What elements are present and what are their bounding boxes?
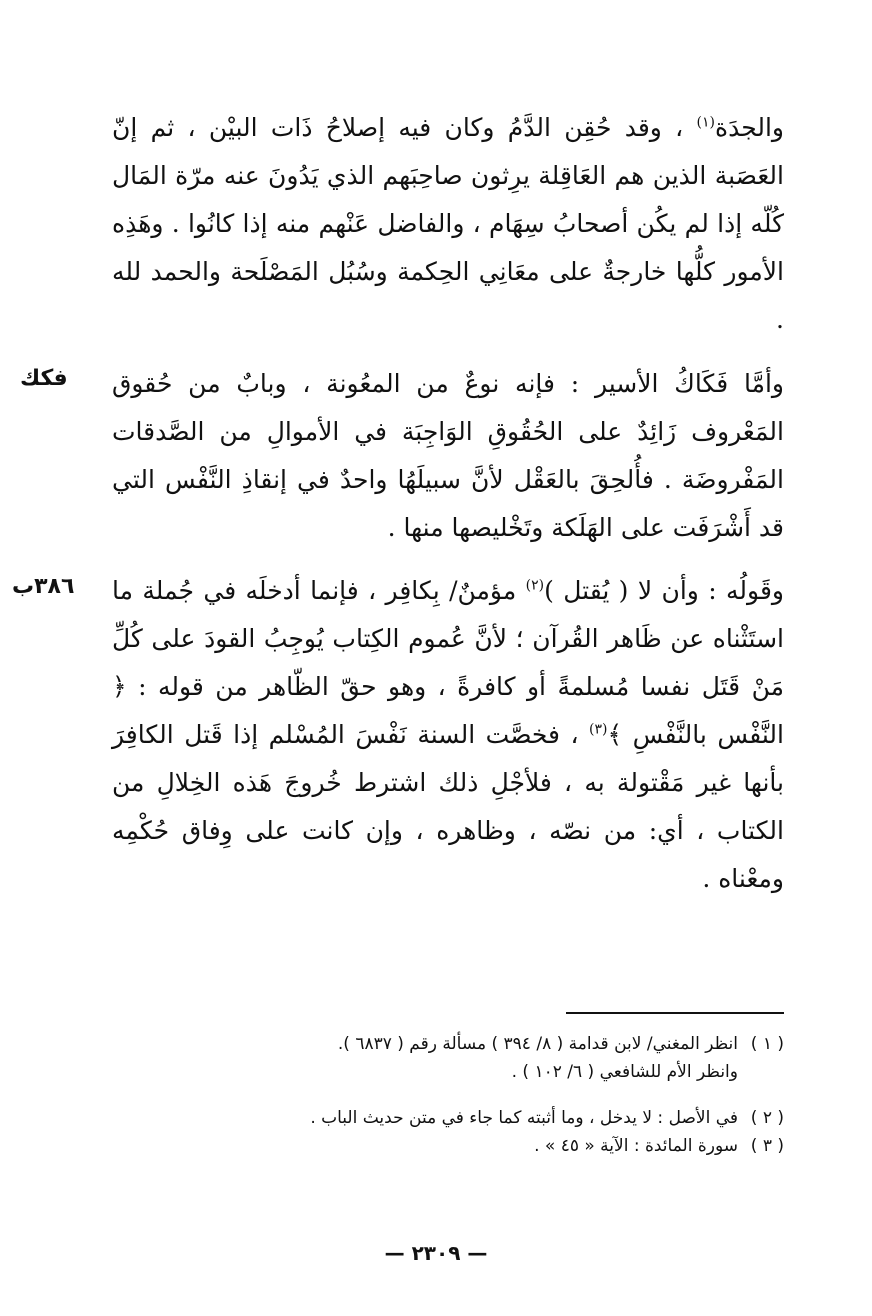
footnote-2 [112, 1104, 784, 1132]
footnote-1-line-1: انظر المغني/ لابن قدامة ( ٨/ ٣٩٤ ) مسألة رقم ( ٦٨٣٧ ). [337, 1034, 738, 1054]
margin-note-folio: ٣٨٦ب [12, 574, 75, 599]
footnote-1 [112, 1030, 784, 1086]
margin-note-fakak: فكك [20, 366, 68, 391]
footnote-2-line-1: في الأصل : لا يدخل ، وما أثبته كما جاء في متن حديث الباب . [310, 1108, 738, 1128]
paragraph-1-text-start: والجدَة [715, 113, 784, 142]
paragraph-1 [112, 104, 784, 344]
footnote-1-line-2: وانظر الأم للشافعي ( ٦/ ١٠٢ ) . [511, 1062, 738, 1082]
footnotes [112, 1030, 784, 1160]
page-number: — ٢٣٠٩ — [384, 1241, 488, 1265]
paragraph-3-text-start: وقَولُه : وأن لا ( يُقتل ) [544, 576, 784, 605]
paragraph-2-text: وأمَّا فَكَاكُ الأسير : فإنه نوعٌ من المعُونة ، وبابٌ من حُقوق المَعْروف زَائِدٌ على الحُقُوقِ الوَاجِبَة في الأموالِ من الصَّدقات المَفْروضَة . فأُلحِقَ بالعَقْل لأنَّ سبيلَهُا واحدٌ في إنقاذِ النَّفْس التي قد أَشْرَفَت على الهَلَكة وتَخْليصها منها . [112, 369, 784, 542]
footnote-ref-1[interactable]: (١) [696, 114, 715, 131]
paragraph-3-text-end: ، فخصَّت السنة نَفْسَ المُسْلم إذا قَتل الكافِرَ بأنها غير مَقْتولة به ، فلأجْلِ ذلك اشترط خُروجَ هَذه الخِلالِ من الكتاب ، أي: من نصّه ، وظاهره ، وإن كانت على وِفاق حُكْمِه ومعْناه . [112, 720, 784, 893]
paragraph-3 [112, 567, 784, 903]
footnote-3 [112, 1132, 784, 1160]
paragraph-2 [112, 360, 784, 552]
footnote-3-number: ( ٣ ) [750, 1136, 784, 1156]
paragraph-3-text-middle: مؤمنٌ/ بِكافِر ، فإنما أدخلَه في جُملة ما استَثْناه عن ظَاهر القُرآن ؛ لأنَّ عُموم الكِتاب يُوجِبُ القودَ على كُلِّ مَنْ قَتَل نفسا مُسلمةً أو كافرةً ، وهو حقّ الظّاهر من قوله : ﴿ النَّفْس بالنَّفْسِ ﴾ [112, 576, 784, 749]
footnote-divider [566, 1012, 784, 1014]
footnote-1-number: ( ١ ) [750, 1034, 784, 1054]
footnote-ref-3[interactable]: (٣) [589, 721, 608, 738]
footnote-ref-2[interactable]: (٢) [525, 577, 545, 594]
paragraph-1-text-rest: ، وقد حُقِن الدَّمُ وكان فيه إصلاحُ ذَات البيْن ، ثم إنّ العَصَبة الذين هم العَاقِلة يرِثون صاحِبَهم الذي يَدُونَ عنه مرّة المَال كُلّه إذا لم يكُن أصحابُ سِهَام ، والفاضل عَنْهم منه إذا كانُوا . وهَذِه الأمور كلُّها خارجةٌ على معَانِي الحِكمة وسُبُل المَصْلَحة والحمد لله . [112, 113, 784, 334]
footnote-2-number: ( ٢ ) [750, 1108, 784, 1128]
footnote-3-line-1: سورة المائدة : الآية « ٤٥ » . [534, 1136, 738, 1156]
